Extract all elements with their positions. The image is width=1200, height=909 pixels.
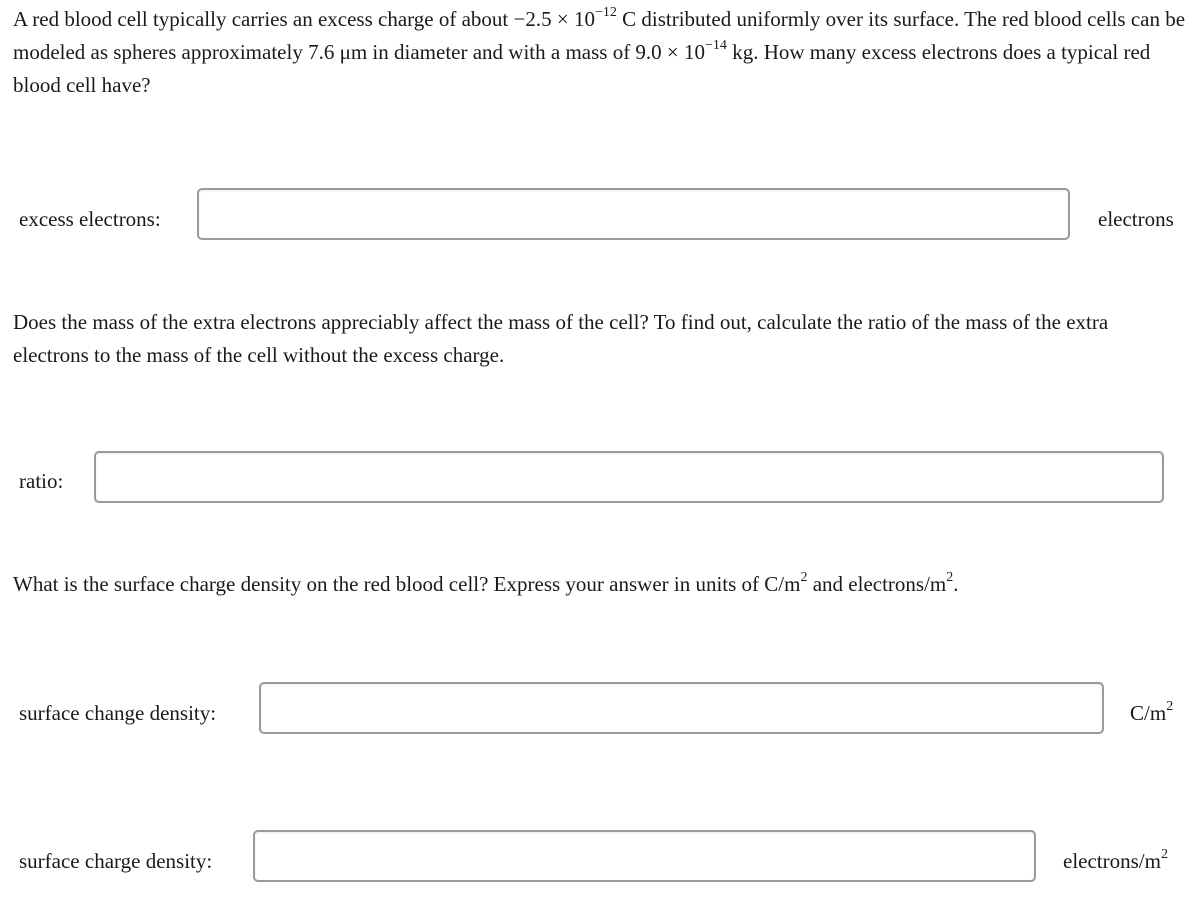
question-text: and electrons/m xyxy=(807,572,947,596)
superscript: 2 xyxy=(800,570,808,585)
unit-base: C/m xyxy=(1130,701,1167,725)
unit-exponent: 2 xyxy=(1160,847,1168,862)
surface-density-coulomb-label: surface change density: xyxy=(19,701,217,725)
question-text: kg. How many excess electrons does a typical red blood cell have? xyxy=(13,40,1151,97)
question-text: . xyxy=(953,572,959,596)
surface-density-coulomb-unit xyxy=(1130,701,1173,725)
exponent: −12 xyxy=(594,5,617,20)
question-text: A red blood cell typically carries an excess charge of about −2.5 × 10 xyxy=(13,7,595,31)
question-mass-ratio: Does the mass of the extra electrons appreciably affect the mass of the cell? To find out, calculate the ratio of the mass of the extra electrons to the mass of the cell without the excess charge. xyxy=(13,310,1109,367)
surface-density-coulomb-input[interactable] xyxy=(259,682,1104,734)
ratio-label: ratio: xyxy=(19,469,64,493)
question-surface-charge-density xyxy=(13,568,1188,601)
ratio-input[interactable] xyxy=(94,451,1164,503)
question-excess-electrons xyxy=(13,3,1193,102)
excess-electrons-unit: electrons xyxy=(1098,207,1174,231)
excess-electrons-input[interactable] xyxy=(197,188,1070,240)
surface-density-electrons-input[interactable] xyxy=(253,830,1036,882)
surface-density-electrons-unit xyxy=(1063,849,1168,873)
superscript: 2 xyxy=(946,570,954,585)
exponent: −14 xyxy=(705,38,727,53)
surface-density-electrons-label: surface charge density: xyxy=(19,849,213,873)
question-text: C distributed uniformly over its surface. The red blood cells can be modeled as spheres approximately 7.6 μm in diameter and with a mass of 9.0 × 10 xyxy=(13,7,1186,64)
question-text: What is the surface charge density on the red blood cell? Express your answer in units of C/m xyxy=(13,572,801,596)
unit-base: electrons/m xyxy=(1063,849,1161,873)
unit-exponent: 2 xyxy=(1166,699,1174,714)
excess-electrons-label: excess electrons: xyxy=(19,207,161,231)
